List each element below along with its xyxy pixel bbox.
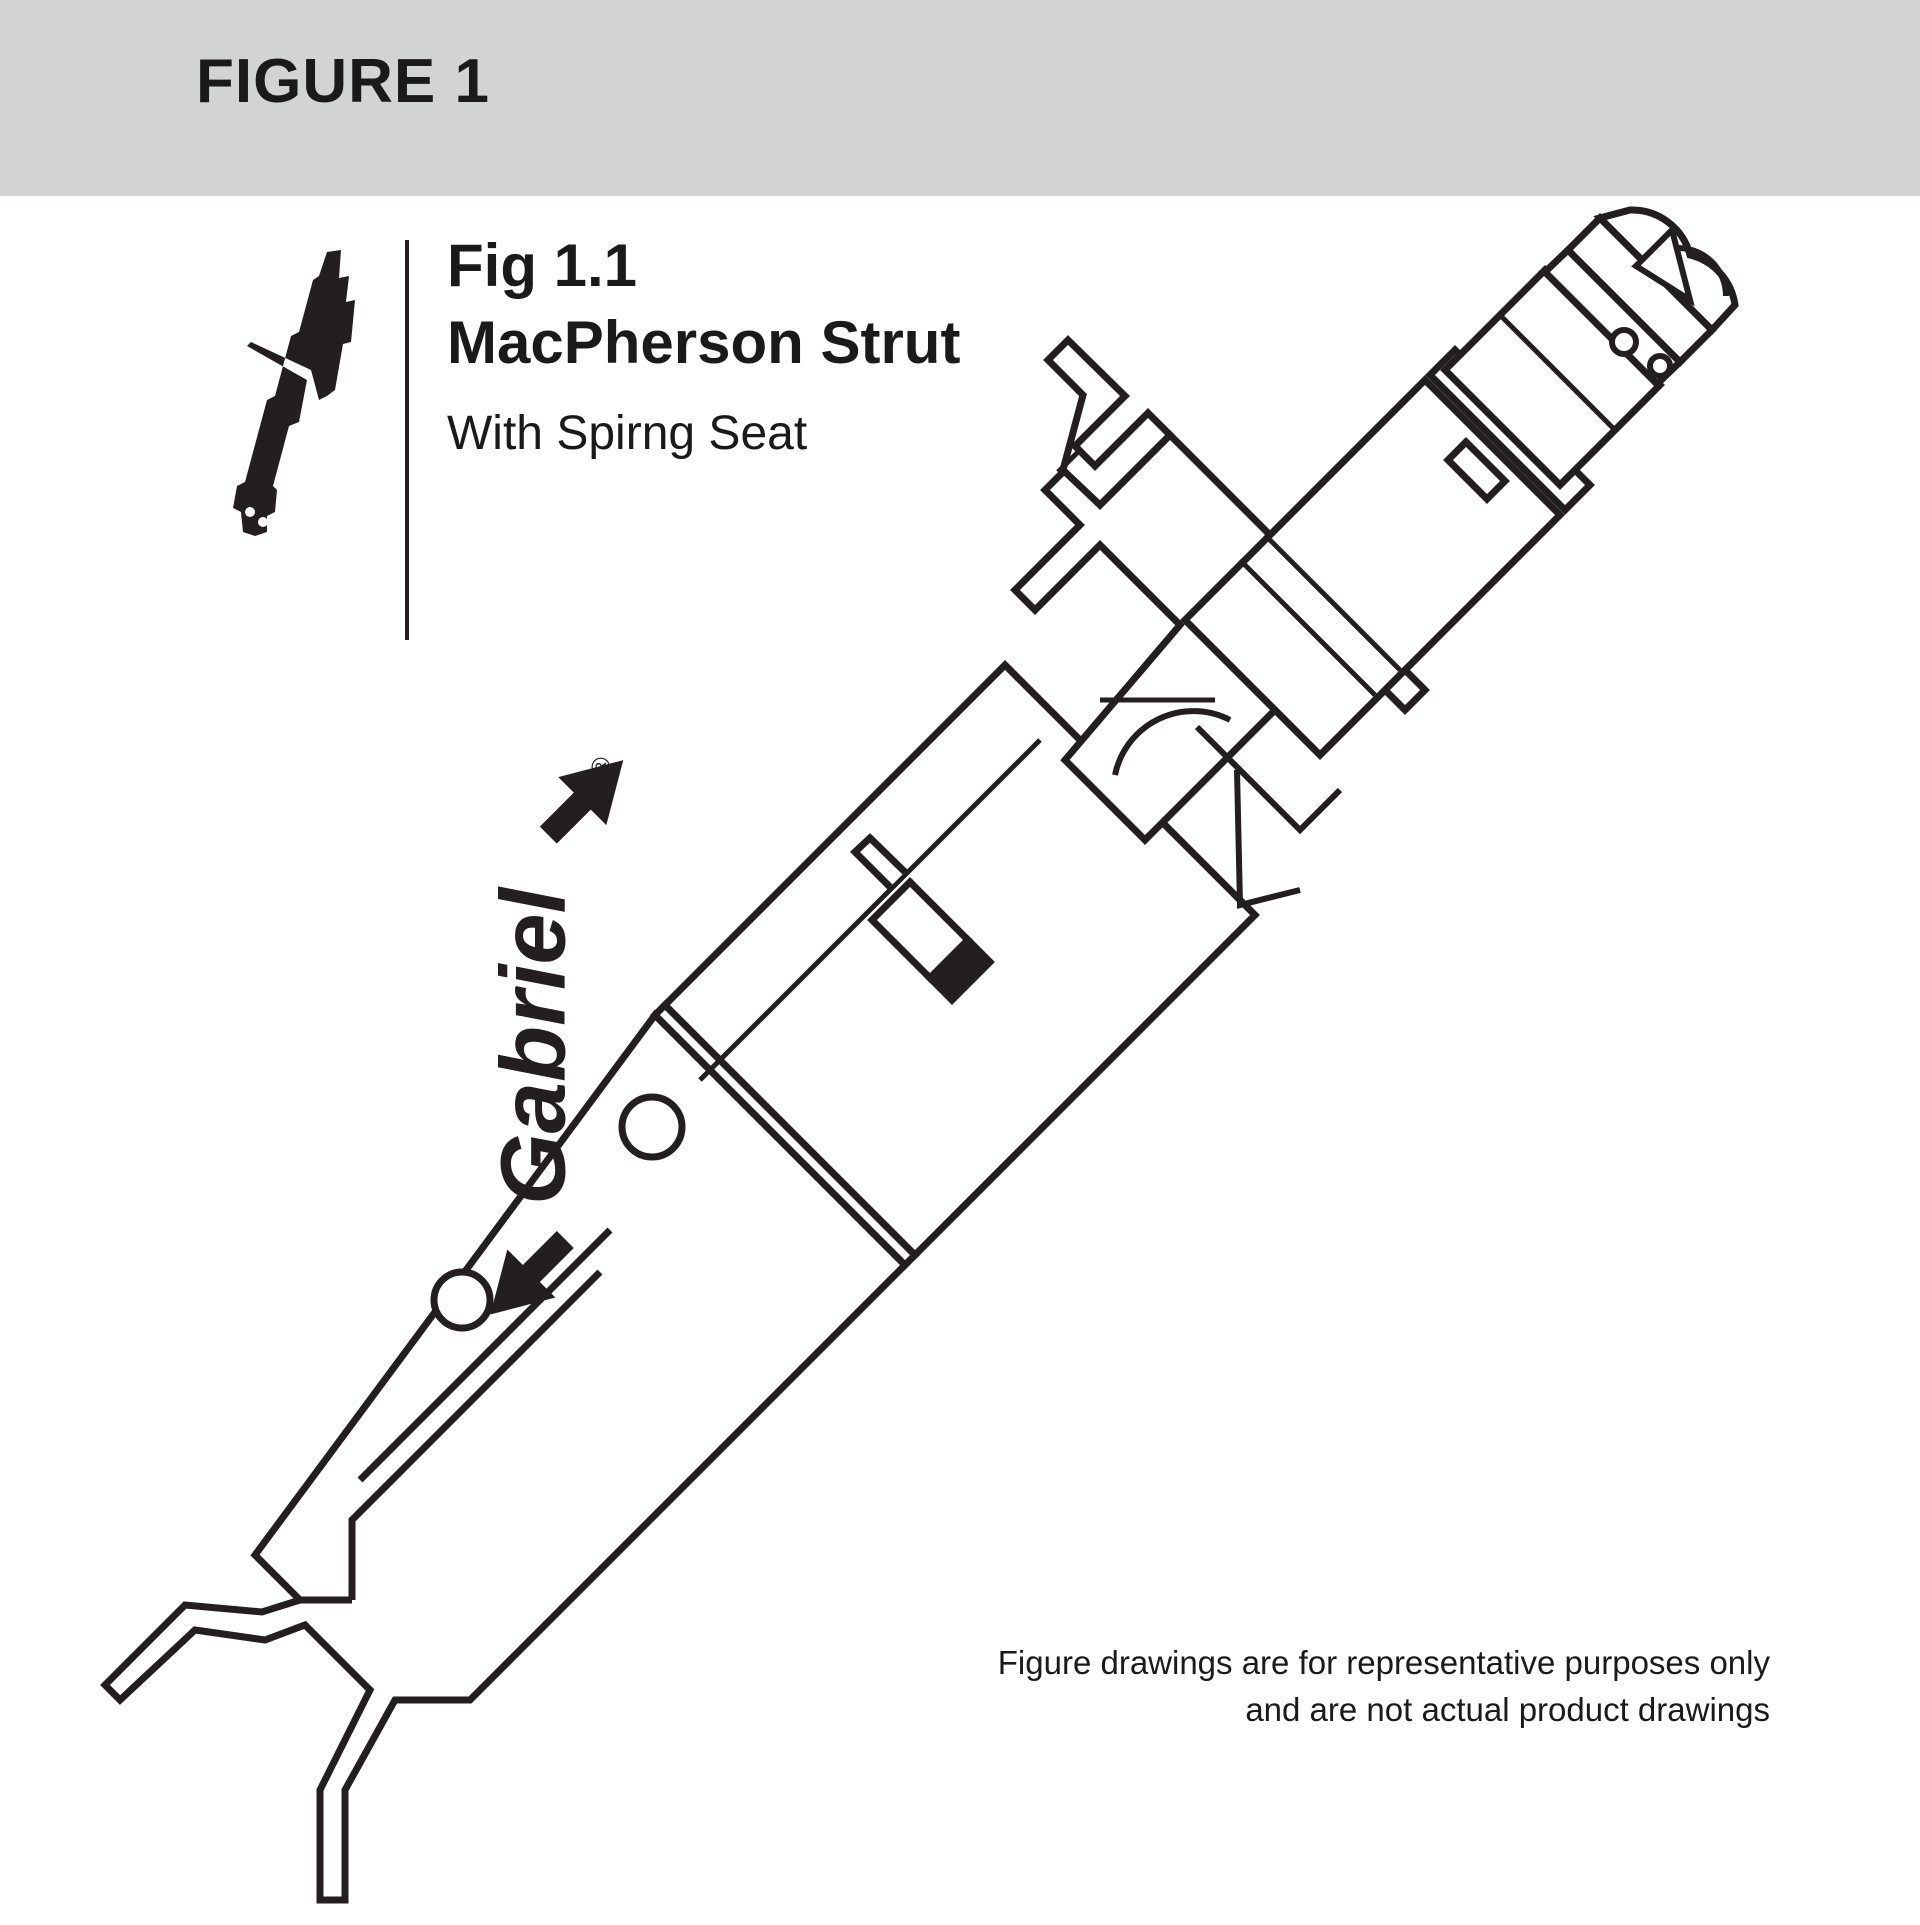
svg-text:Gabriel: Gabriel: [482, 887, 585, 1205]
disclaimer-text: [770, 1640, 1770, 1734]
page-title: FIGURE 1: [196, 47, 490, 116]
figure-label: Fig 1.1 MacPherson Strut: [447, 232, 961, 376]
disclaimer-line-1: Figure drawings are for representative purposes only: [997, 1644, 1770, 1681]
disclaimer-line-2: and are not actual product drawings: [1245, 1690, 1770, 1728]
svg-text:®: ®: [585, 757, 616, 777]
figure-sublabel: With Spirng Seat: [447, 406, 808, 460]
